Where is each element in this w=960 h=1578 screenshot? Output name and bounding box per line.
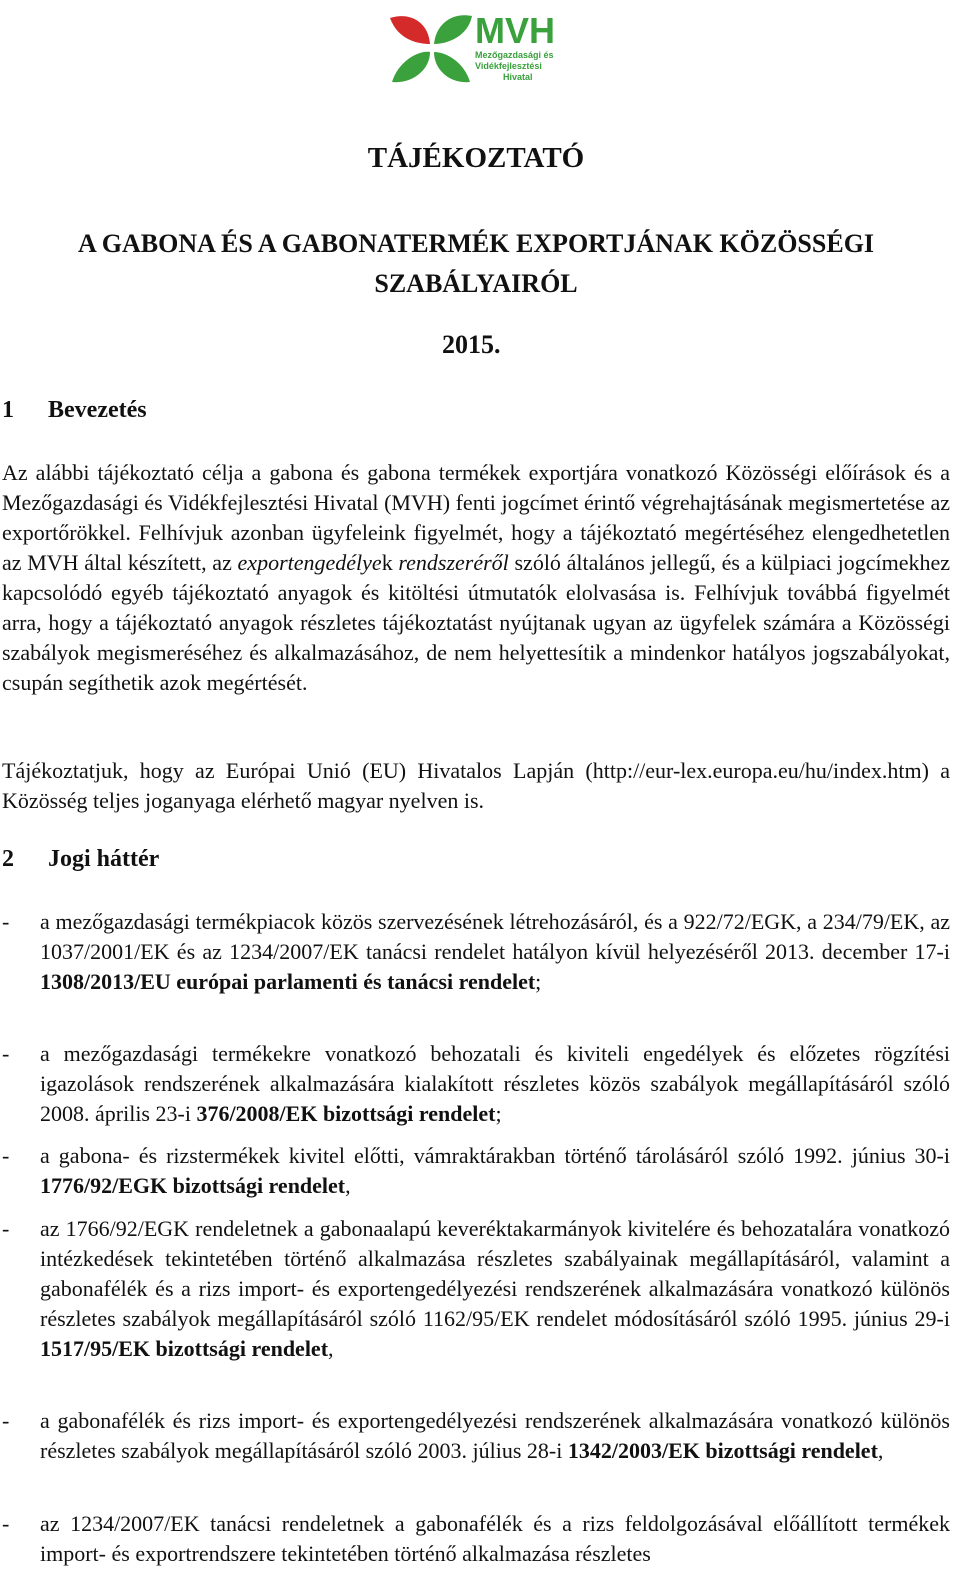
intro-text-a: Az alábbi tájékoztató célja a gabona és gabona termékek exportjára vonatkozó Közösségi előírások és a Mezőgazdasági és Vidékfejlesztési Hivatal (MVH) fenti jogcímet érintő végrehajtásának megismertetése az exportőrökkel. Felhívjuk azonban ügyfeleink figyelmét, hogy a tájékoztató megértéséhez elengedhetetlen az MVH által készített, az — [2, 460, 950, 575]
intro-text-c: szóló általános jellegű, és a külpiaci jogcímekhez kapcsolódó egyéb tájékoztató anyagok és kitöltési útmutatók elolvasása is. Felhívjuk továbbá figyelmét arra, hogy a tájékoztató anyagok részletes tájékoztatást nyújtanak ugyan az ügyfelek számára a Közösségi szabályok megismeréséhez és alkalmazásához, de nem helyettesítik a mindenkor hatályos jogszabályokat, csupán segíthetik azok megértését. — [2, 550, 951, 695]
item-punct: , — [328, 1336, 334, 1361]
document-subtitle: A GABONA ÉS A GABONATERMÉK EXPORTJÁNAK KÖZÖSSÉGI SZABÁLYAIRÓL — [77, 229, 875, 298]
list-dash: - — [2, 1511, 10, 1536]
document-title: TÁJÉKOZTATÓ — [367, 142, 585, 174]
logo-acronym: MVH — [475, 10, 555, 51]
logo-line-3: Hivatal — [503, 72, 533, 82]
item-punct: ; — [495, 1101, 502, 1126]
list-dash: - — [2, 1216, 10, 1241]
legal-list-item — [2, 1039, 950, 1129]
item-punct: ; — [535, 969, 542, 994]
intro-italic-2: rendszeréről — [398, 550, 509, 575]
legal-list-item — [2, 907, 950, 997]
item-punct: , — [877, 1438, 884, 1463]
regulation-ref: 1776/92/EGK bizottsági rendelet — [40, 1173, 346, 1198]
item-text: a gabona- és rizstermékek kivitel előtti, vámraktárakban történő tárolásáról szóló 1992. június 30-i — [40, 1143, 950, 1168]
regulation-ref: 1308/2013/EU európai parlamenti és tanácsi rendelet — [40, 969, 536, 994]
legal-list-item — [2, 1141, 950, 1201]
item-text: a mezőgazdasági termékpiacok közös szervezésének létrehozásáról, és a 922/72/EGK, a 234/79/EK, az 1037/2001/EK és az 1234/2007/EK tanácsi rendelet hatályon kívül helyezéséről 2013. december 17-i — [40, 909, 950, 964]
item-text: a gabonafélék és rizs import- és exportengedélyezési rendszerének alkalmazására vonatkozó különös részletes szabályok megállapításáról szóló 2003. július 28-i — [40, 1408, 950, 1463]
logo-text — [475, 12, 555, 83]
regulation-ref: 1342/2003/EK bizottsági rendelet — [567, 1438, 878, 1463]
intro-italic-1: exportengedélye — [237, 550, 382, 575]
eurlex-paragraph: Tájékoztatjuk, hogy az Európai Unió (EU) Hivatalos Lapján (http://eur-lex.europa.eu/hu/index.htm) a Közösség teljes joganyaga elérhető magyar nyelven is. — [2, 758, 950, 813]
legal-list-item — [2, 1214, 950, 1364]
list-dash: - — [2, 1041, 10, 1066]
section-2-heading — [2, 846, 159, 873]
document-year: 2015. — [442, 330, 501, 359]
intro-text-b: k — [381, 550, 399, 575]
item-text: az 1234/2007/EK tanácsi rendeletnek a gabonafélék és a rizs feldolgozásával előállított termékek import- és exportrendszere tekintetében történő alkalmazása részletes — [40, 1511, 950, 1566]
item-text: a mezőgazdasági termékekre vonatkozó behozatali és kiviteli engedélyek és előzetes rögzítési igazolások rendszerének alkalmazására kialakított részletes közös szabályok megállapításáról szóló 2008. április 23-i — [40, 1041, 950, 1126]
list-dash: - — [2, 909, 10, 934]
logo-line-2: Vidékfejlesztési — [475, 61, 542, 71]
list-dash: - — [2, 1143, 10, 1168]
section-1-heading — [2, 397, 147, 424]
legal-list-item — [2, 1406, 950, 1466]
logo-line-1: Mezőgazdasági és — [475, 50, 554, 60]
intro-paragraph — [2, 458, 950, 698]
regulation-ref: 1517/95/EK bizottsági rendelet — [40, 1336, 329, 1361]
section-number: 1 — [2, 397, 14, 423]
legal-list-item — [2, 1509, 950, 1569]
item-punct: , — [345, 1173, 351, 1198]
item-text: az 1766/92/EGK rendeletnek a gabonaalapú keveréktakarmányok kivitelére és behozatalára vonatkozó intézkedések tekintetében történő alkalmazása részletes szabályainak megállapításáról, valamint a gabonafélék és a rizs import- és exportengedélyezési rendszerének alkalmazására vonatkozó különös részletes szabályok megállapításáról szóló 1162/95/EK rendelet módosításáról szóló 1995. június 29-i — [40, 1216, 950, 1331]
list-dash: - — [2, 1408, 10, 1433]
section-title: Bevezetés — [48, 397, 147, 423]
regulation-ref: 376/2008/EK bizottsági rendelet — [196, 1101, 496, 1126]
clover-logo-icon — [388, 14, 478, 86]
section-number: 2 — [2, 846, 14, 872]
section-title: Jogi háttér — [48, 846, 160, 872]
